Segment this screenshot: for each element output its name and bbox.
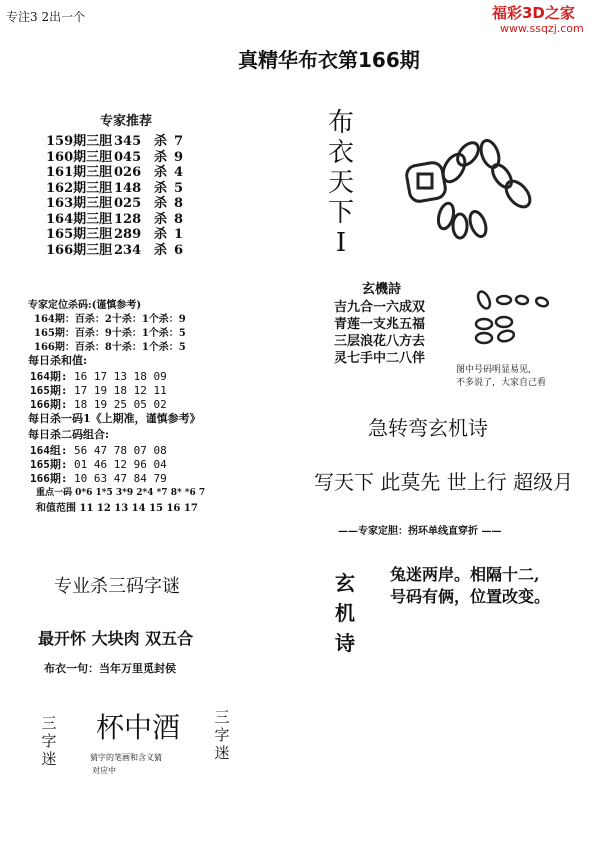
page-title: 真精华布衣第166期 (238, 48, 420, 72)
riddle-side-label: 三字迷 (214, 708, 230, 762)
three-dan-numbers: 148 (114, 180, 142, 196)
period-label: 161期三胆 (46, 165, 113, 180)
recommend-title: 专家推荐 (100, 114, 153, 129)
riddle-hint: 猜字的笔画和含义猜 (90, 753, 162, 762)
number-list: 16 17 13 18 09 (74, 370, 167, 383)
kill-number: 7 (174, 134, 184, 149)
mystic-poem-line: 吉九合一六成双 (334, 300, 426, 315)
kill-label: 杀 (154, 211, 168, 227)
vertical-title: 布衣天下I (327, 108, 354, 258)
riddle-side-label: 三字迷 (41, 714, 57, 768)
kill-label: 杀 (154, 242, 168, 258)
kill-label: 杀 (154, 196, 168, 211)
kill-number: 9 (174, 149, 184, 165)
mystic-poem-line: 三层浪花八方去 (334, 334, 426, 349)
riddle-main: 杯中酒 (96, 711, 181, 744)
riddle-hint: 对应中 (92, 766, 116, 775)
kill-number: 5 (174, 180, 184, 196)
brand-url: www.ssqzj.com (500, 22, 584, 35)
expert-dan-hint: ——专家定胆：拐环单线直穿折 —— (338, 526, 502, 537)
daily-combo-row (30, 470, 167, 486)
kill3-title: 专业杀三码字谜 (54, 576, 180, 597)
kill-number: 4 (174, 165, 184, 180)
period-label: 164期三胆 (46, 211, 113, 227)
number-list: 17 19 18 12 11 (74, 384, 167, 397)
mystic-poem-line: 青莲一支兆五福 (334, 317, 426, 332)
poem-right-line: 号码有俩，位置改变。 (390, 587, 551, 606)
buyi-line: 布衣一句：当年万里觅封侯 (44, 662, 176, 675)
kill3-phrase: 最开怀 大块肉 双五合 (38, 629, 194, 648)
kill-label: 杀 (154, 180, 168, 196)
turn-poem-title: 急转弯玄机诗 (368, 416, 488, 440)
recommend-row (46, 239, 183, 258)
turn-poem-line: 写天下 此莫先 世上行 超级月 (314, 470, 574, 494)
daily-sum-title: 每日杀和值: (28, 354, 88, 367)
period-label: 166期: (30, 472, 68, 485)
top-left-note: 专注3 2出一个 (6, 10, 86, 24)
period-label: 163期三胆 (46, 196, 113, 211)
expert-kill-row: 164期：百杀：2十杀：1个杀：9 (34, 314, 186, 325)
three-dan-numbers: 025 (114, 196, 142, 211)
kill-label: 杀 (154, 134, 168, 149)
period-label: 162期三胆 (46, 180, 113, 196)
sum-range-line: 和值范围 11 12 13 14 15 16 17 (36, 503, 198, 514)
kill-number: 8 (174, 211, 184, 227)
vertical-poem-label: 玄机诗 (335, 571, 355, 655)
number-list: 01 46 12 96 04 (74, 458, 167, 471)
picture-note: 图中号码明显易见, (456, 365, 531, 375)
kill-number: 1 (174, 227, 184, 242)
period-label: 165期三胆 (46, 227, 113, 242)
three-dan-numbers: 289 (114, 227, 142, 242)
period-label: 166期三胆 (46, 242, 113, 258)
period-label: 164组: (30, 444, 68, 457)
expert-kill-row: 166期：百杀：8十杀：1个杀：5 (34, 342, 186, 353)
kill-number: 6 (174, 242, 184, 258)
number-list: 18 19 25 05 02 (74, 398, 167, 411)
poem-right-line: 兔迷两岸。相隔十二, (390, 565, 540, 584)
kill-label: 杀 (154, 227, 168, 242)
kill-number: 8 (174, 196, 184, 211)
daily-combo-title: 每日杀二码组合: (28, 428, 110, 441)
expert-kill-row: 165期：百杀：9十杀：1个杀：5 (34, 328, 186, 339)
expert-kill-title: 专家定位杀码:(谨慎参考) (28, 300, 142, 311)
period-label: 165期: (30, 458, 68, 471)
three-dan-numbers: 026 (114, 165, 142, 180)
period-label: 165期: (30, 384, 68, 397)
three-dan-numbers: 234 (114, 242, 142, 258)
kill-label: 杀 (154, 149, 168, 165)
period-label: 164期: (30, 370, 68, 383)
mystic-poem-line: 灵七手中二八伴 (334, 351, 426, 366)
mystic-poem-title: 玄機詩 (362, 282, 402, 297)
kill-label: 杀 (154, 165, 168, 180)
daily-kill-code: 每日杀一码1《上期准，谨慎参考》 (28, 412, 201, 425)
period-label: 160期三胆 (46, 149, 113, 165)
key-code-line: 重点一码 0*6 1*5 3*9 2*4 *7 8* *6 7 (36, 488, 206, 498)
number-list: 56 47 78 07 08 (74, 444, 167, 457)
picture-note: 不多说了，大家自己看 (456, 378, 547, 388)
number-list: 10 63 47 84 79 (74, 472, 167, 485)
three-dan-numbers: 045 (114, 149, 142, 165)
three-dan-numbers: 345 (114, 134, 142, 149)
brand-logo: 福彩3D之家 (492, 4, 575, 22)
chain-illustration (470, 288, 560, 348)
period-label: 166期: (30, 398, 68, 411)
ring-chain-illustration (402, 132, 542, 242)
period-label: 159期三胆 (46, 134, 113, 149)
three-dan-numbers: 128 (114, 211, 142, 227)
